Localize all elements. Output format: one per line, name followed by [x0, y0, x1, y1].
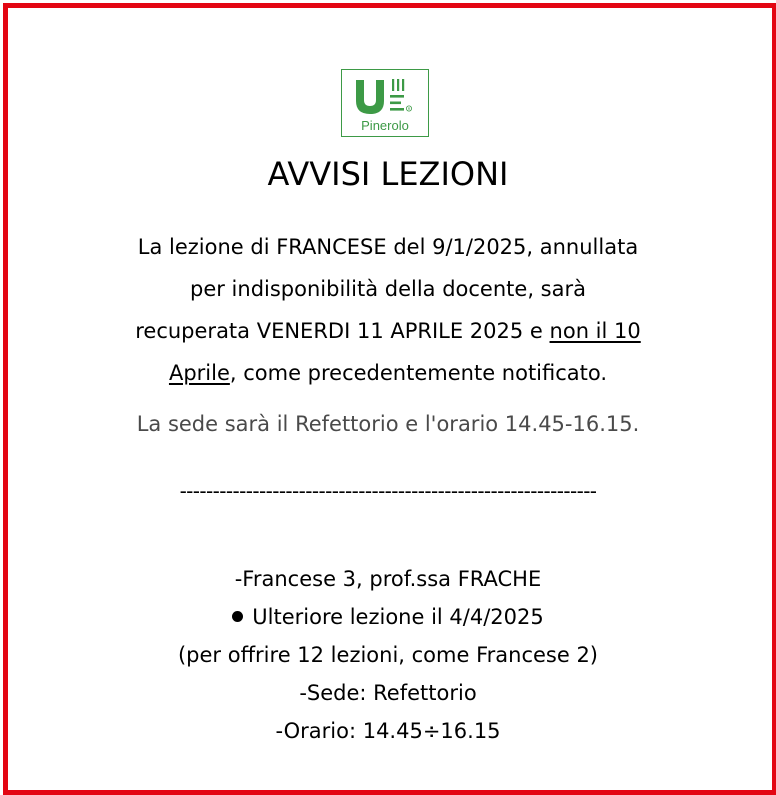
- notice-line-4-end: , come precedentemente notificato.: [229, 361, 608, 385]
- svg-text:R: R: [407, 106, 411, 111]
- course-details: [0, 560, 776, 750]
- extra-lesson-reason: (per offrire 12 lezioni, come Francese 2): [177, 643, 599, 667]
- notice-underlined-month: Aprile: [168, 361, 230, 385]
- bullet-icon: [232, 611, 243, 622]
- unitre-logo-mark-icon: [342, 70, 430, 120]
- logo-caption: Pinerolo: [361, 118, 409, 133]
- extra-lesson-line: [0, 598, 776, 636]
- unitre-logo: [341, 69, 429, 137]
- notice-line-3: [0, 310, 776, 352]
- notice-line-3-start: recuperata VENERDI 11 APRILE 2025 e: [135, 319, 550, 343]
- separator-line: ---------------------------------------------------------------: [179, 479, 597, 503]
- extra-lesson-text: Ulteriore lezione il 4/4/2025: [252, 605, 544, 629]
- course-time: -Orario: 14.45÷16.15: [275, 719, 501, 743]
- notice-text: [0, 226, 776, 394]
- notice-line-4: [0, 352, 776, 394]
- venue-line: La sede sarà il Refettorio e l'orario 14.45-16.15.: [136, 412, 640, 436]
- course-name: -Francese 3, prof.ssa FRACHE: [234, 567, 542, 591]
- notice-underlined-date: non il 10: [549, 319, 641, 343]
- course-venue: -Sede: Refettorio: [299, 681, 477, 705]
- notice-line-2: per indisponibilità della docente, sarà: [190, 277, 586, 301]
- notice-line-1: La lezione di FRANCESE del 9/1/2025, annullata: [137, 235, 639, 259]
- page-title: AVVISI LEZIONI: [267, 155, 509, 193]
